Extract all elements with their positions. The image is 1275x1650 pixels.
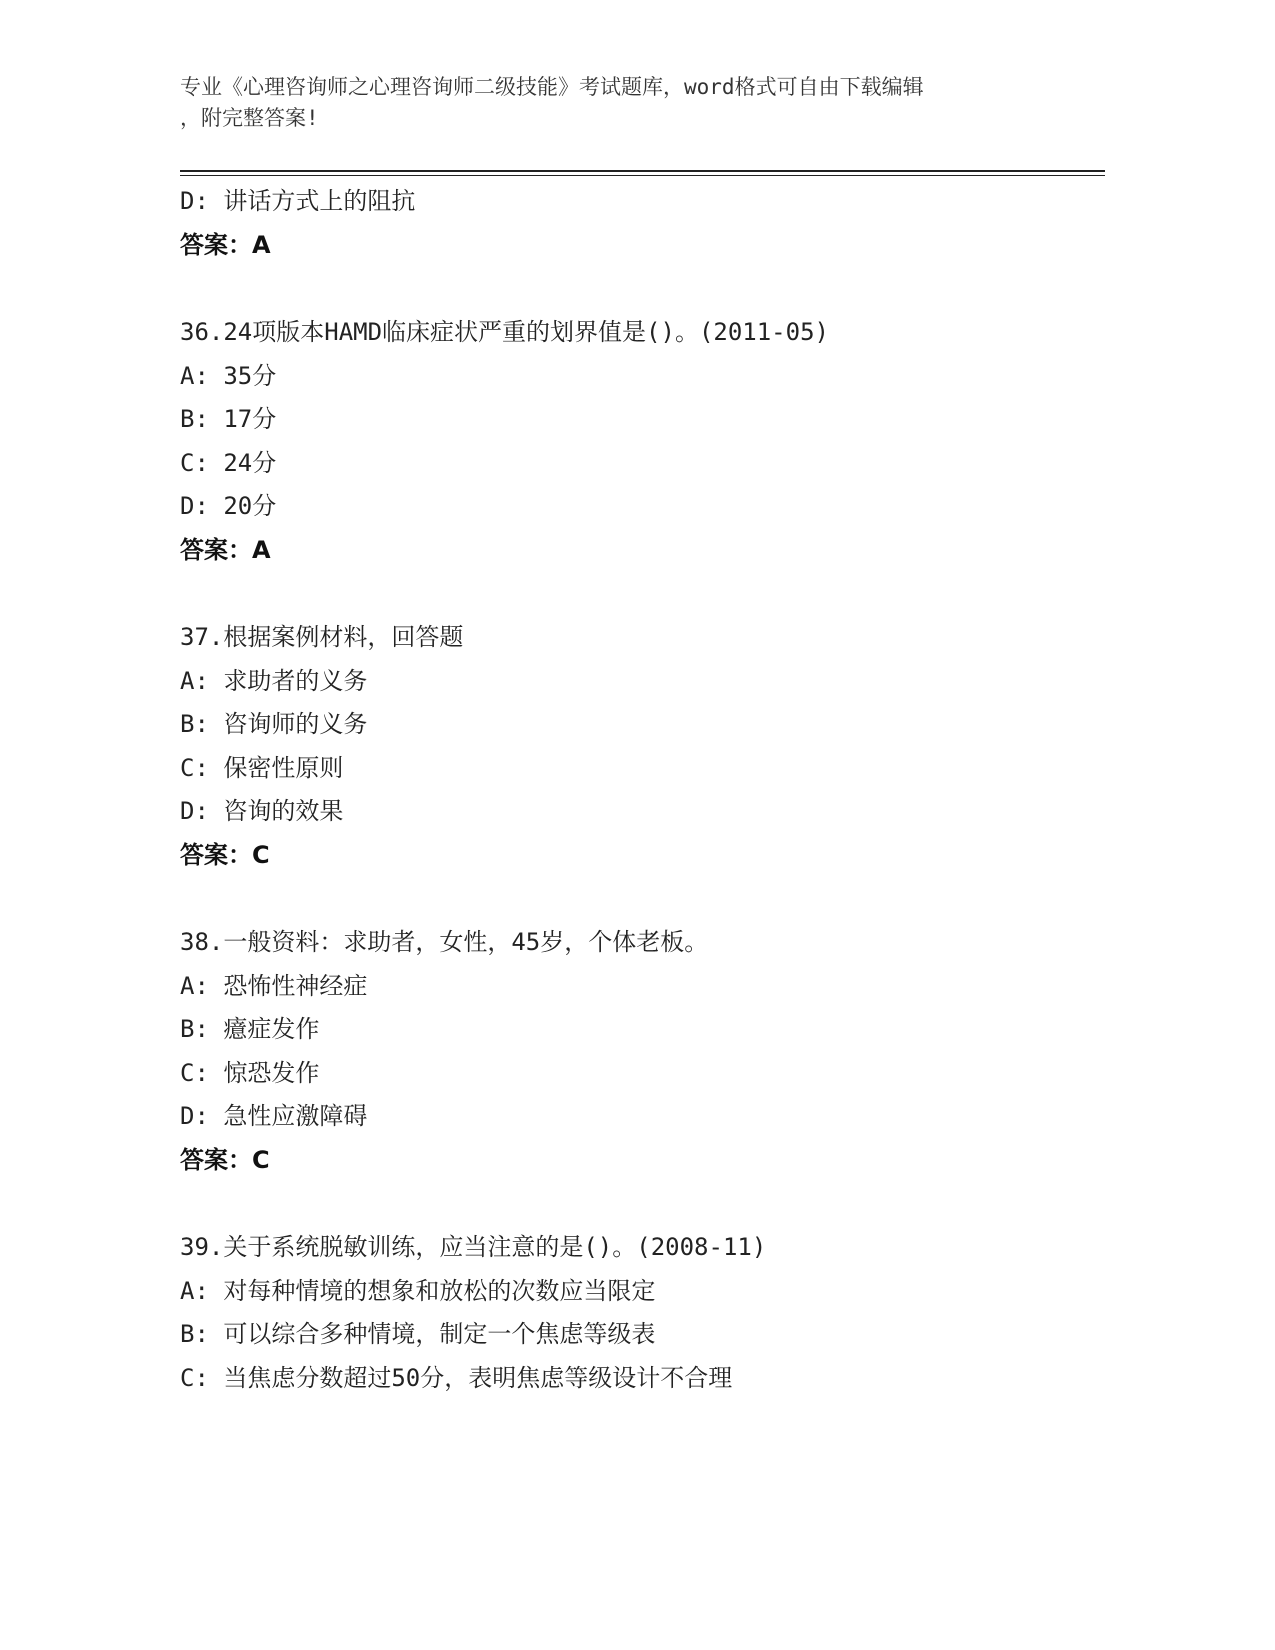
option: A: 恐怖性神经症 [180, 971, 368, 1000]
option: B: 可以综合多种情境，制定一个焦虑等级表 [180, 1320, 656, 1348]
option: A: 求助者的义务 [180, 666, 368, 695]
option: C: 当焦虑分数超过50分，表明焦虑等级设计不合理 [180, 1363, 733, 1392]
option: C: 24分 [180, 448, 277, 477]
option: B: 癔症发作 [180, 1015, 320, 1043]
option: D: 20分 [180, 492, 277, 520]
question-stem: 36.24项版本HAMD临床症状严重的划界值是()。(2011-05) [180, 318, 829, 346]
answer: 答案：C [180, 1145, 270, 1174]
spacer [180, 877, 1120, 921]
spacer [180, 572, 1120, 616]
question-list [180, 180, 1120, 1400]
document-header [180, 72, 1080, 134]
answer: 答案：A [180, 535, 271, 564]
option: C: 保密性原则 [180, 753, 344, 782]
spacer [180, 267, 1120, 311]
spacer [180, 1182, 1120, 1226]
header-line-2: ，附完整答案! [180, 106, 319, 130]
question-stem: 39.关于系统脱敏训练，应当注意的是()。(2008-11) [180, 1233, 767, 1261]
option: B: 17分 [180, 405, 277, 433]
header-rule-top [180, 170, 1105, 172]
option: B: 咨询师的义务 [180, 710, 368, 738]
answer: 答案：C [180, 840, 270, 869]
header-rule-bottom [180, 175, 1105, 176]
question-stem: 38.一般资料：求助者，女性，45岁，个体老板。 [180, 928, 709, 956]
question-stem: 37.根据案例材料，回答题 [180, 623, 464, 651]
option: C: 惊恐发作 [180, 1058, 320, 1087]
option: D: 急性应激障碍 [180, 1102, 368, 1130]
answer: 答案：A [180, 230, 271, 259]
header-line-1: 专业《心理咨询师之心理咨询师二级技能》考试题库，word格式可自由下载编辑 [180, 75, 924, 99]
option: A: 35分 [180, 361, 277, 390]
option: A: 对每种情境的想象和放松的次数应当限定 [180, 1276, 656, 1305]
option: D: 咨询的效果 [180, 797, 344, 825]
option: D: 讲话方式上的阻抗 [180, 187, 416, 215]
